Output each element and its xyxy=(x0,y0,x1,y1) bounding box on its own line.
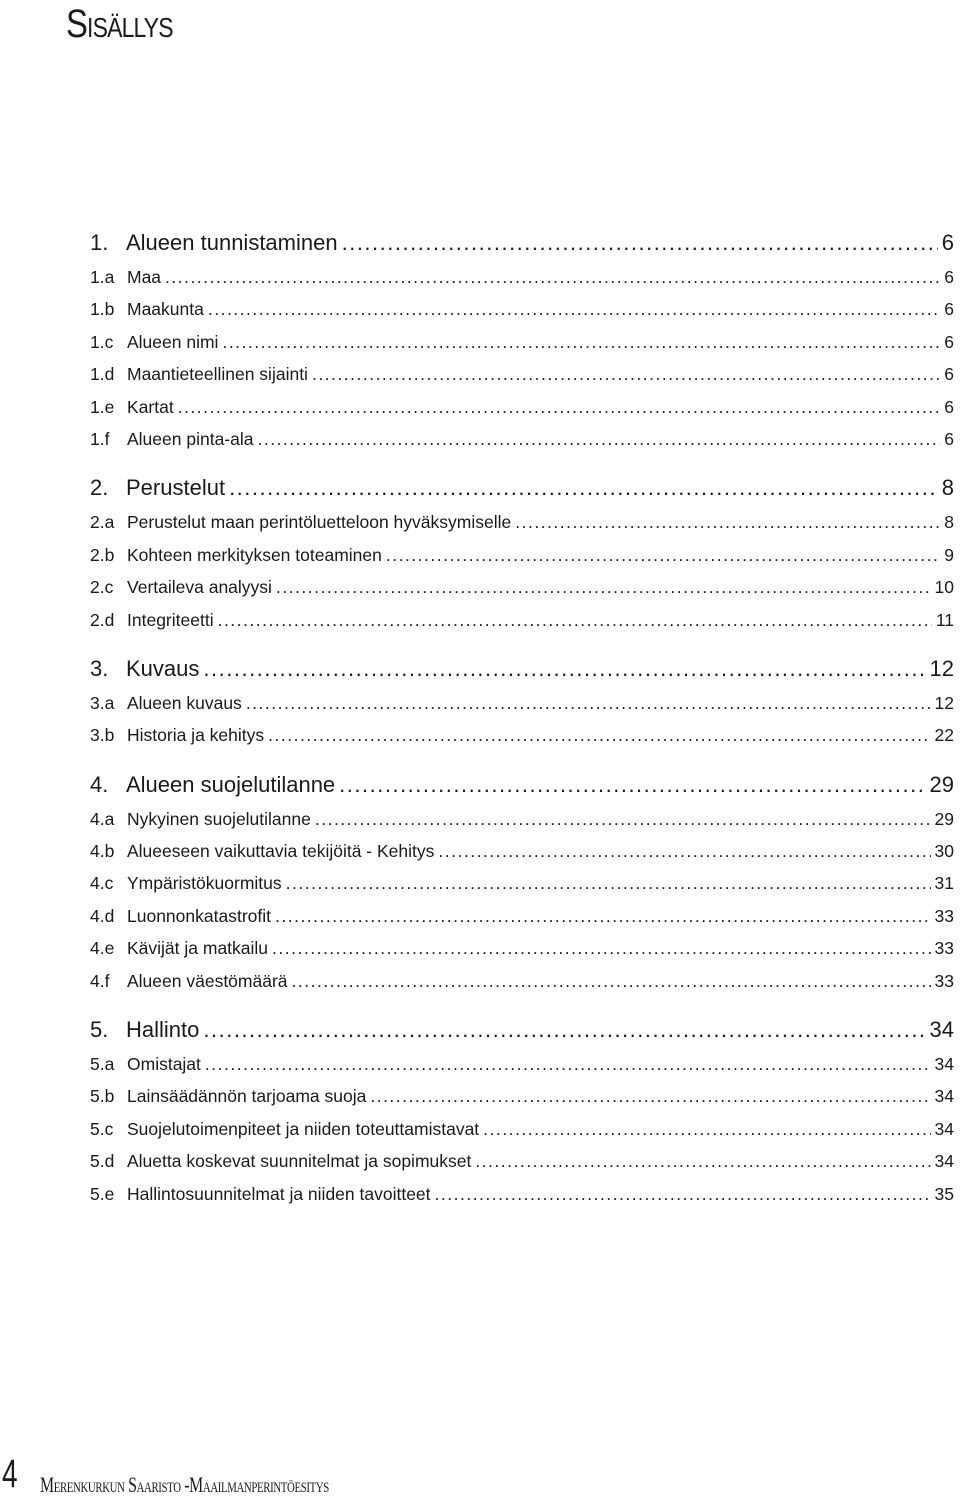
toc-entry-page: 29 xyxy=(934,808,954,829)
toc-entry-page: 6 xyxy=(941,230,954,255)
toc-subsection-row[interactable] xyxy=(90,965,954,997)
toc-section xyxy=(90,224,954,455)
dot-leader xyxy=(218,604,932,636)
toc-entry-label: Alueen pinta-ala xyxy=(127,428,254,449)
toc-subsection-row[interactable] xyxy=(90,261,954,293)
toc-entry-page: 31 xyxy=(934,873,954,894)
toc-entry-number: 4.b xyxy=(90,841,115,862)
toc-chapter-row[interactable] xyxy=(90,650,954,687)
toc-subsection-row[interactable] xyxy=(90,1113,954,1145)
toc-entry-label: Suojelutoimenpiteet ja niiden toteuttamistavat xyxy=(127,1118,480,1139)
dot-leader xyxy=(165,261,940,293)
toc-entry-number: 3.a xyxy=(90,692,115,713)
toc-subsection-row[interactable] xyxy=(90,571,954,603)
toc-entry-number: 2.d xyxy=(90,609,115,630)
toc-chapter-row[interactable] xyxy=(90,469,954,506)
toc-entry-page: 12 xyxy=(929,655,954,681)
dot-leader xyxy=(178,391,941,423)
toc-section xyxy=(90,1011,954,1210)
dot-leader xyxy=(435,1178,931,1210)
toc-chapter-row[interactable] xyxy=(90,766,954,803)
toc-entry-number: 5.b xyxy=(90,1086,115,1107)
dot-leader xyxy=(229,469,938,506)
page-title: Sisällys xyxy=(66,2,173,46)
toc-subsection-row[interactable] xyxy=(90,539,954,571)
toc-entry-number: 2.c xyxy=(90,577,114,598)
toc-section xyxy=(90,766,954,997)
toc-entry-page: 34 xyxy=(929,1017,954,1043)
dot-leader xyxy=(475,1145,930,1177)
toc-subsection-row[interactable] xyxy=(90,803,954,835)
toc-subsection-row[interactable] xyxy=(90,1145,954,1177)
dot-leader xyxy=(438,835,930,867)
toc-subsection-row[interactable] xyxy=(90,687,954,719)
toc-entry-number: 4.f xyxy=(90,970,110,991)
toc-entry-label: Maa xyxy=(127,267,162,287)
dot-leader xyxy=(203,1011,925,1048)
toc-entry-number: 2.b xyxy=(90,544,115,565)
toc-entry-page: 8 xyxy=(944,512,954,533)
toc-entry-number: 3.b xyxy=(90,725,115,746)
toc-subsection-row[interactable] xyxy=(90,391,954,423)
toc-entry-number: 4.a xyxy=(90,808,115,829)
toc-entry-page: 29 xyxy=(929,771,954,797)
toc-entry-number: 3. xyxy=(90,655,109,681)
toc-entry-label: Historia ja kehitys xyxy=(127,725,265,746)
toc-entry-number: 1.b xyxy=(90,299,115,320)
toc-entry-page: 6 xyxy=(944,267,954,287)
toc-entry-label: Alueen kuvaus xyxy=(127,692,242,713)
toc-entry-label: Omistajat xyxy=(127,1054,201,1075)
toc-entry-page: 6 xyxy=(944,331,954,352)
toc-subsection-row[interactable] xyxy=(90,506,954,538)
toc-entry-page: 35 xyxy=(934,1183,954,1204)
toc-entry-label: Hallinto xyxy=(126,1017,200,1043)
toc-entry-page: 34 xyxy=(934,1086,954,1107)
toc-subsection-row[interactable] xyxy=(90,1178,954,1210)
dot-leader xyxy=(370,1080,930,1112)
toc-entry-page: 34 xyxy=(934,1151,954,1172)
toc-entry-label: Lainsäädännön tarjoama suoja xyxy=(127,1086,367,1107)
dot-leader xyxy=(205,1048,931,1080)
dot-leader xyxy=(246,687,931,719)
toc-subsection-row[interactable] xyxy=(90,326,954,358)
toc-chapter-row[interactable] xyxy=(90,1011,954,1048)
dot-leader xyxy=(515,506,940,538)
toc-entry-label: Hallintosuunnitelmat ja niiden tavoitteet xyxy=(127,1183,431,1204)
toc-entry-label: Maantieteellinen sijainti xyxy=(127,364,308,385)
dot-leader xyxy=(276,571,931,603)
dot-leader xyxy=(292,965,931,997)
footer-page-number: 4 xyxy=(2,1452,18,1496)
toc-entry-label: Vertaileva analyysi xyxy=(127,577,272,598)
toc-subsection-row[interactable] xyxy=(90,900,954,932)
toc-entry-number: 1.c xyxy=(90,331,114,352)
toc-entry-number: 2.a xyxy=(90,512,115,533)
dot-leader xyxy=(286,867,931,899)
toc-entry-page: 33 xyxy=(934,905,954,926)
toc-entry-number: 5. xyxy=(90,1017,109,1043)
toc-entry-label: Ympäristökuormitus xyxy=(127,873,282,894)
toc-entry-page: 33 xyxy=(934,970,954,991)
footer-title: Merenkurkun Saaristo -Maailmanperintöesitys xyxy=(40,1472,329,1497)
toc-entry-label: Perustelut xyxy=(126,475,226,501)
toc-entry-label: Kävijät ja matkailu xyxy=(127,938,269,959)
toc-entry-label: Alueen tunnistaminen xyxy=(126,230,338,255)
toc-entry-number: 5.e xyxy=(90,1183,115,1204)
toc-entry-label: Kuvaus xyxy=(126,655,200,681)
toc-subsection-row[interactable] xyxy=(90,358,954,390)
toc-subsection-row[interactable] xyxy=(90,604,954,636)
toc-entry-page: 12 xyxy=(934,692,954,713)
page-footer xyxy=(0,1452,960,1498)
toc-entry-number: 1.a xyxy=(90,267,115,287)
toc-entry-page: 6 xyxy=(944,299,954,320)
dot-leader xyxy=(272,932,930,964)
toc-section xyxy=(90,650,954,752)
toc-entry-number: 4. xyxy=(90,771,109,797)
dot-leader xyxy=(483,1113,930,1145)
toc-subsection-row[interactable] xyxy=(90,835,954,867)
toc-entry-number: 1.e xyxy=(90,396,115,417)
toc-subsection-row[interactable] xyxy=(90,867,954,899)
toc-subsection-row[interactable] xyxy=(90,293,954,325)
toc-entry-page: 10 xyxy=(934,577,954,598)
toc-entry-label: Alueen nimi xyxy=(127,331,219,352)
toc-subsection-row[interactable] xyxy=(90,1080,954,1112)
toc-entry-label: Kohteen merkityksen toteaminen xyxy=(127,544,382,565)
dot-leader xyxy=(315,803,931,835)
toc-entry-number: 1.f xyxy=(90,428,110,449)
toc-entry-label: Alueeseen vaikuttavia tekijöitä - Kehitys xyxy=(127,841,435,862)
toc-entry-label: Alueen väestömäärä xyxy=(127,970,288,991)
toc-entry-page: 34 xyxy=(934,1054,954,1075)
toc-entry-number: 1. xyxy=(90,230,109,255)
toc-entry-label: Aluetta koskevat suunnitelmat ja sopimukset xyxy=(127,1151,472,1172)
toc-entry-number: 5.c xyxy=(90,1118,114,1139)
toc-entry-number: 4.d xyxy=(90,905,115,926)
dot-leader xyxy=(386,539,940,571)
dot-leader xyxy=(203,650,925,687)
toc-entry-page: 9 xyxy=(944,544,954,565)
toc-entry-label: Kartat xyxy=(127,396,174,417)
toc-entry-page: 34 xyxy=(934,1118,954,1139)
toc-subsection-row[interactable] xyxy=(90,423,954,455)
toc-subsection-row[interactable] xyxy=(90,1048,954,1080)
toc-entry-page: 6 xyxy=(944,428,954,449)
toc-entry-page: 6 xyxy=(944,396,954,417)
dot-leader xyxy=(222,326,940,358)
toc-entry-number: 2. xyxy=(90,475,109,501)
toc-entry-label: Integriteetti xyxy=(127,609,214,630)
toc-entry-page: 30 xyxy=(934,841,954,862)
toc-entry-label: Nykyinen suojelutilanne xyxy=(127,808,311,829)
dot-leader xyxy=(312,358,940,390)
toc-entry-number: 1.d xyxy=(90,364,115,385)
toc-entry-page: 11 xyxy=(935,609,954,630)
toc-entry-page: 22 xyxy=(934,725,954,746)
dot-leader xyxy=(339,766,925,803)
toc-entry-label: Maakunta xyxy=(127,299,204,320)
table-of-contents xyxy=(90,224,954,1224)
toc-section xyxy=(90,469,954,636)
dot-leader xyxy=(257,423,940,455)
toc-subsection-row[interactable] xyxy=(90,932,954,964)
toc-entry-page: 33 xyxy=(934,938,954,959)
toc-chapter-row[interactable] xyxy=(90,224,954,261)
toc-entry-page: 8 xyxy=(941,475,954,501)
toc-entry-number: 4.e xyxy=(90,938,115,959)
dot-leader xyxy=(342,224,938,261)
toc-entry-page: 6 xyxy=(944,364,954,385)
toc-entry-label: Alueen suojelutilanne xyxy=(126,771,336,797)
dot-leader xyxy=(275,900,931,932)
toc-entry-number: 5.d xyxy=(90,1151,115,1172)
toc-subsection-row[interactable] xyxy=(90,719,954,751)
dot-leader xyxy=(268,719,930,751)
toc-entry-label: Luonnonkatastrofit xyxy=(127,905,271,926)
toc-entry-number: 4.c xyxy=(90,873,114,894)
toc-entry-number: 5.a xyxy=(90,1054,115,1075)
toc-entry-label: Perustelut maan perintöluetteloon hyväksymiselle xyxy=(127,512,512,533)
dot-leader xyxy=(208,293,940,325)
